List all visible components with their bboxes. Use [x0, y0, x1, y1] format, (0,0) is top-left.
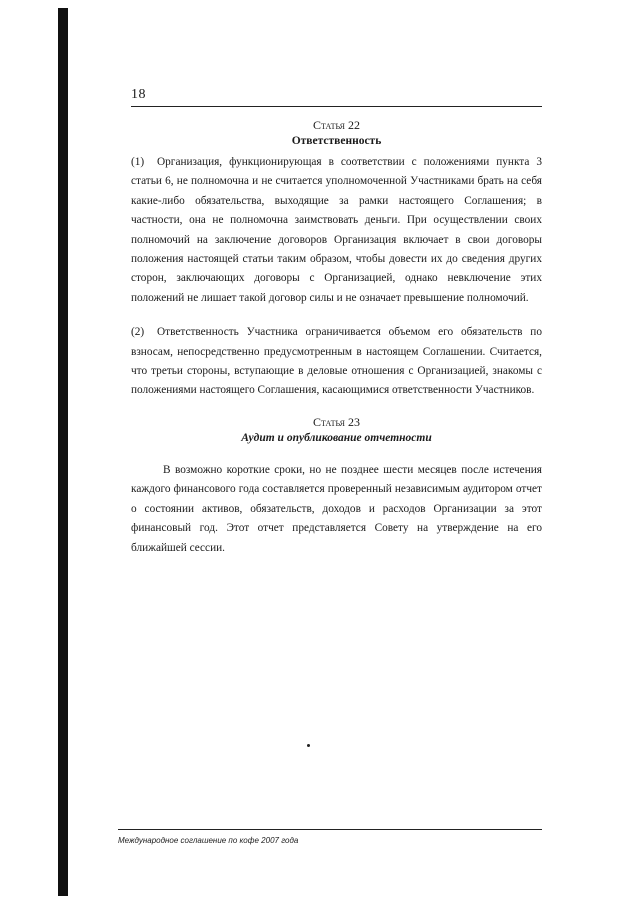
paragraph-text: В возможно короткие сроки, но не позднее шести месяцев после истечения каждого финансового года составляется проверенный независимым аудитором отчет о состоянии активов, обязательств, доходов и расходов Организации за этот финансовый год. Этот отчет представляется Совету на утверждение на его ближайшей сессии. [131, 463, 542, 554]
article-22-title: Ответственность [291, 135, 382, 147]
paragraph-number: (2) [131, 326, 145, 339]
header-rule [131, 106, 542, 107]
paragraph-text: Организация, функционирующая в соответствии с положениями пункта 3 статьи 6, не полномочна и не считается уполномоченной Участниками брать на себя какие-либо обязательства, выходящие за рамки настоящего Соглашения; в частности, она не полномочна заимствовать деньги. При осуществлении своих полномочий на заключение договоров Организация включает в свои договоры положения настоящей статьи таким образом, чтобы довести их до сведения других сторон, заключающих договоры с Организацией, однако невключение этих положений не лишает такой договор силы и не означает превышение полномочий. [131, 156, 542, 304]
article-22-paragraph-1 [131, 153, 542, 308]
scan-speck [307, 744, 310, 747]
article-23-paragraph-1 [131, 461, 542, 558]
scan-binding-edge [58, 8, 68, 896]
footer-text: Международное соглашение по кофе 2007 года [118, 836, 299, 845]
article-22-number: Статья 22 [313, 118, 360, 132]
paragraph-number: (1) [131, 156, 145, 168]
article-22-paragraph-2 [131, 323, 542, 401]
page-number: 18 [131, 87, 146, 102]
document-body [131, 117, 542, 558]
article-23-number: Статья 23 [313, 414, 360, 429]
footer-rule [118, 829, 542, 830]
article-23-title: Аудит и опубликование отчетности [241, 431, 432, 444]
paragraph-text: Ответственность Участника ограничивается объемом его обязательств по взносам, непосредственно предусмотренным в настоящем Соглашении. Считается, что третьи стороны, вступающие в деловые отношения с Организацией, знакомы с положениями настоящего Соглашения, касающимися ответственности Участников. [131, 326, 542, 397]
